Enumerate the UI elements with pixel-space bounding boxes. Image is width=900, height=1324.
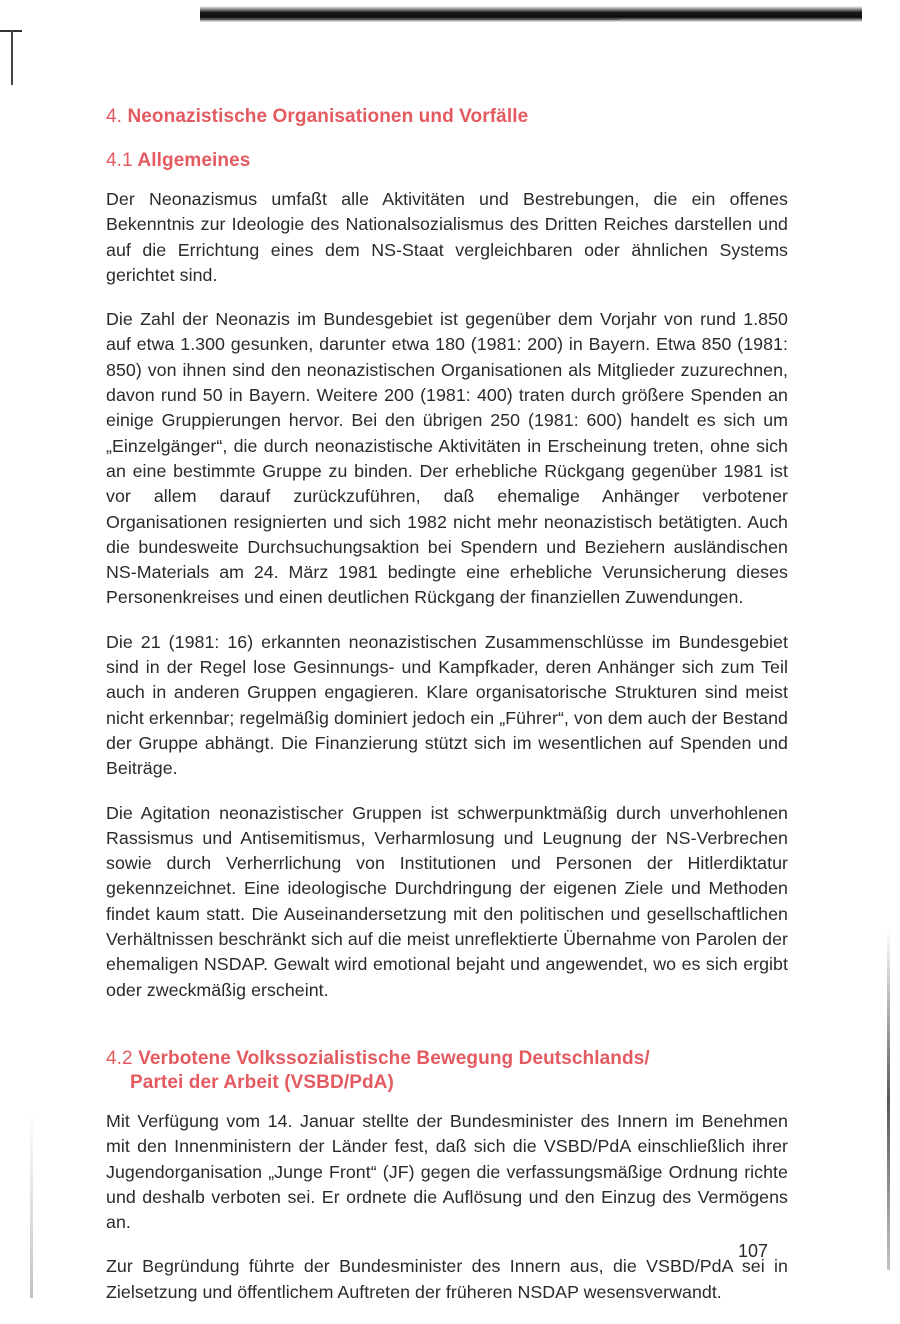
- chapter-title: Neonazistische Organisationen und Vorfälle: [127, 106, 529, 127]
- section-number: 4.1: [106, 150, 133, 171]
- scan-artifact-corner-mark-vertical: [11, 30, 13, 85]
- chapter-heading: [106, 105, 788, 129]
- page-number: 107: [738, 1241, 769, 1261]
- paragraph-agitation: Die Agitation neonazistischer Gruppen ist schwerpunktmäßig durch unverhohlenen Rassismus und Antisemitismus, Verharmlosung und Leugnung der NS-Verbrechen sowie durch Verherrlichung von Institutionen und Personen der Hitlerdiktatur gekennzeichnet. Eine ideologische Durchdringung der eigenen Ziele und Methoden findet kaum statt. Die Auseinandersetzung mit den politischen und gesellschaftlichen Verhältnissen beschränkt sich auf die meist unreflektierte Übernahme von Parolen der ehemaligen NSDAP. Gewalt wird emotional bejaht und angewendet, wo es sich ergibt oder zweckmäßig erscheint.: [106, 802, 788, 1000]
- paragraph-justification: Zur Begründung führte der Bundesminister des Innern aus, die VSBD/PdA sei in Zielsetzung und öffentlichem Auftreten der früheren NSDAP wesensverwandt.: [106, 1256, 788, 1302]
- section-heading-vsbd: [106, 1047, 788, 1095]
- scan-artifact-left-shadow: [30, 1110, 33, 1298]
- paragraph-ban: Mit Verfügung vom 14. Januar stellte der Bundesminister des Innern im Benehmen mit den Innenministern der Länder fest, daß sich die VSBD/PdA einschließlich ihrer Jugendorganisation „Junge Front“ (JF) gegen die verfassungsmäßige Ordnung richte und deshalb verboten sei. Er ordnete die Auflösung und den Einzug des Vermögens an.: [106, 1110, 788, 1233]
- scan-artifact-thin-rule: [200, 19, 620, 20]
- section-title-line-2: Partei der Arbeit (VSBD/PdA): [130, 1071, 394, 1093]
- paragraph-definition: Der Neonazismus umfaßt alle Aktivitäten und Bestrebungen, die ein offenes Bekenntnis zur Ideologie des Nationalsozialismus des Dritten Reiches darstellen und auf die Errichtung eines dem NS-Staat vergleichbaren oder ähnlichen Systems gerichtet sind.: [106, 189, 788, 285]
- chapter-number: 4.: [106, 106, 123, 127]
- section-title-line-1: Verbotene Volkssozialistische Bewegung Deutschlands/: [138, 1047, 650, 1069]
- section-heading-general: [106, 149, 788, 173]
- scan-artifact-right-edge: [887, 930, 890, 1270]
- paragraph-statistics: Die Zahl der Neonazis im Bundesgebiet ist gegenüber dem Vorjahr von rund 1.850 auf etwa 1.300 gesunken, darunter etwa 180 (1981: 200) in Bayern. Etwa 850 (1981: 850) von ihnen sind den neonazistischen Organisationen als Mitglieder zuzurechnen, davon rund 50 in Bayern. Weitere 200 (1981: 400) traten durch größere Spenden an einige Gruppierungen hervor. Bei den übrigen 250 (1981: 600) handelt es sich um „Einzelgänger“, die durch neonazistische Aktivitäten in Erscheinung treten, ohne sich an eine bestimmte Gruppe zu binden. Der erhebliche Rückgang gegenüber 1981 ist vor allem darauf zurückzuführen, daß ehemalige Anhänger verbotener Organisationen resignierten und sich 1982 nicht mehr neonazistisch betätigten. Auch die bundesweite Durchsuchungsaktion bei Spendern und Beziehern ausländischen NS-Materials am 24. März 1981 bedingte eine erhebliche Verunsicherung dieses Personenkreises und einen deutlichen Rückgang der finanziellen Zuwendungen.: [106, 309, 788, 608]
- document-page: [106, 105, 788, 1324]
- section-number: 4.2: [106, 1047, 133, 1069]
- section-title: Allgemeines: [137, 150, 251, 171]
- paragraph-organisation: Die 21 (1981: 16) erkannten neonazistischen Zusammenschlüsse im Bundesgebiet sind in der Regel lose Gesinnungs- und Kampfkader, deren Anhänger sich zum Teil auch in anderen Gruppen engagieren. Klare organisatorische Strukturen sind meist nicht erkennbar; regelmäßig dominiert jedoch ein „Führer“, von dem auch der Bestand der Gruppe abhängt. Die Finanzierung stützt sich im wesentlichen auf Spenden und Beiträge.: [106, 631, 788, 779]
